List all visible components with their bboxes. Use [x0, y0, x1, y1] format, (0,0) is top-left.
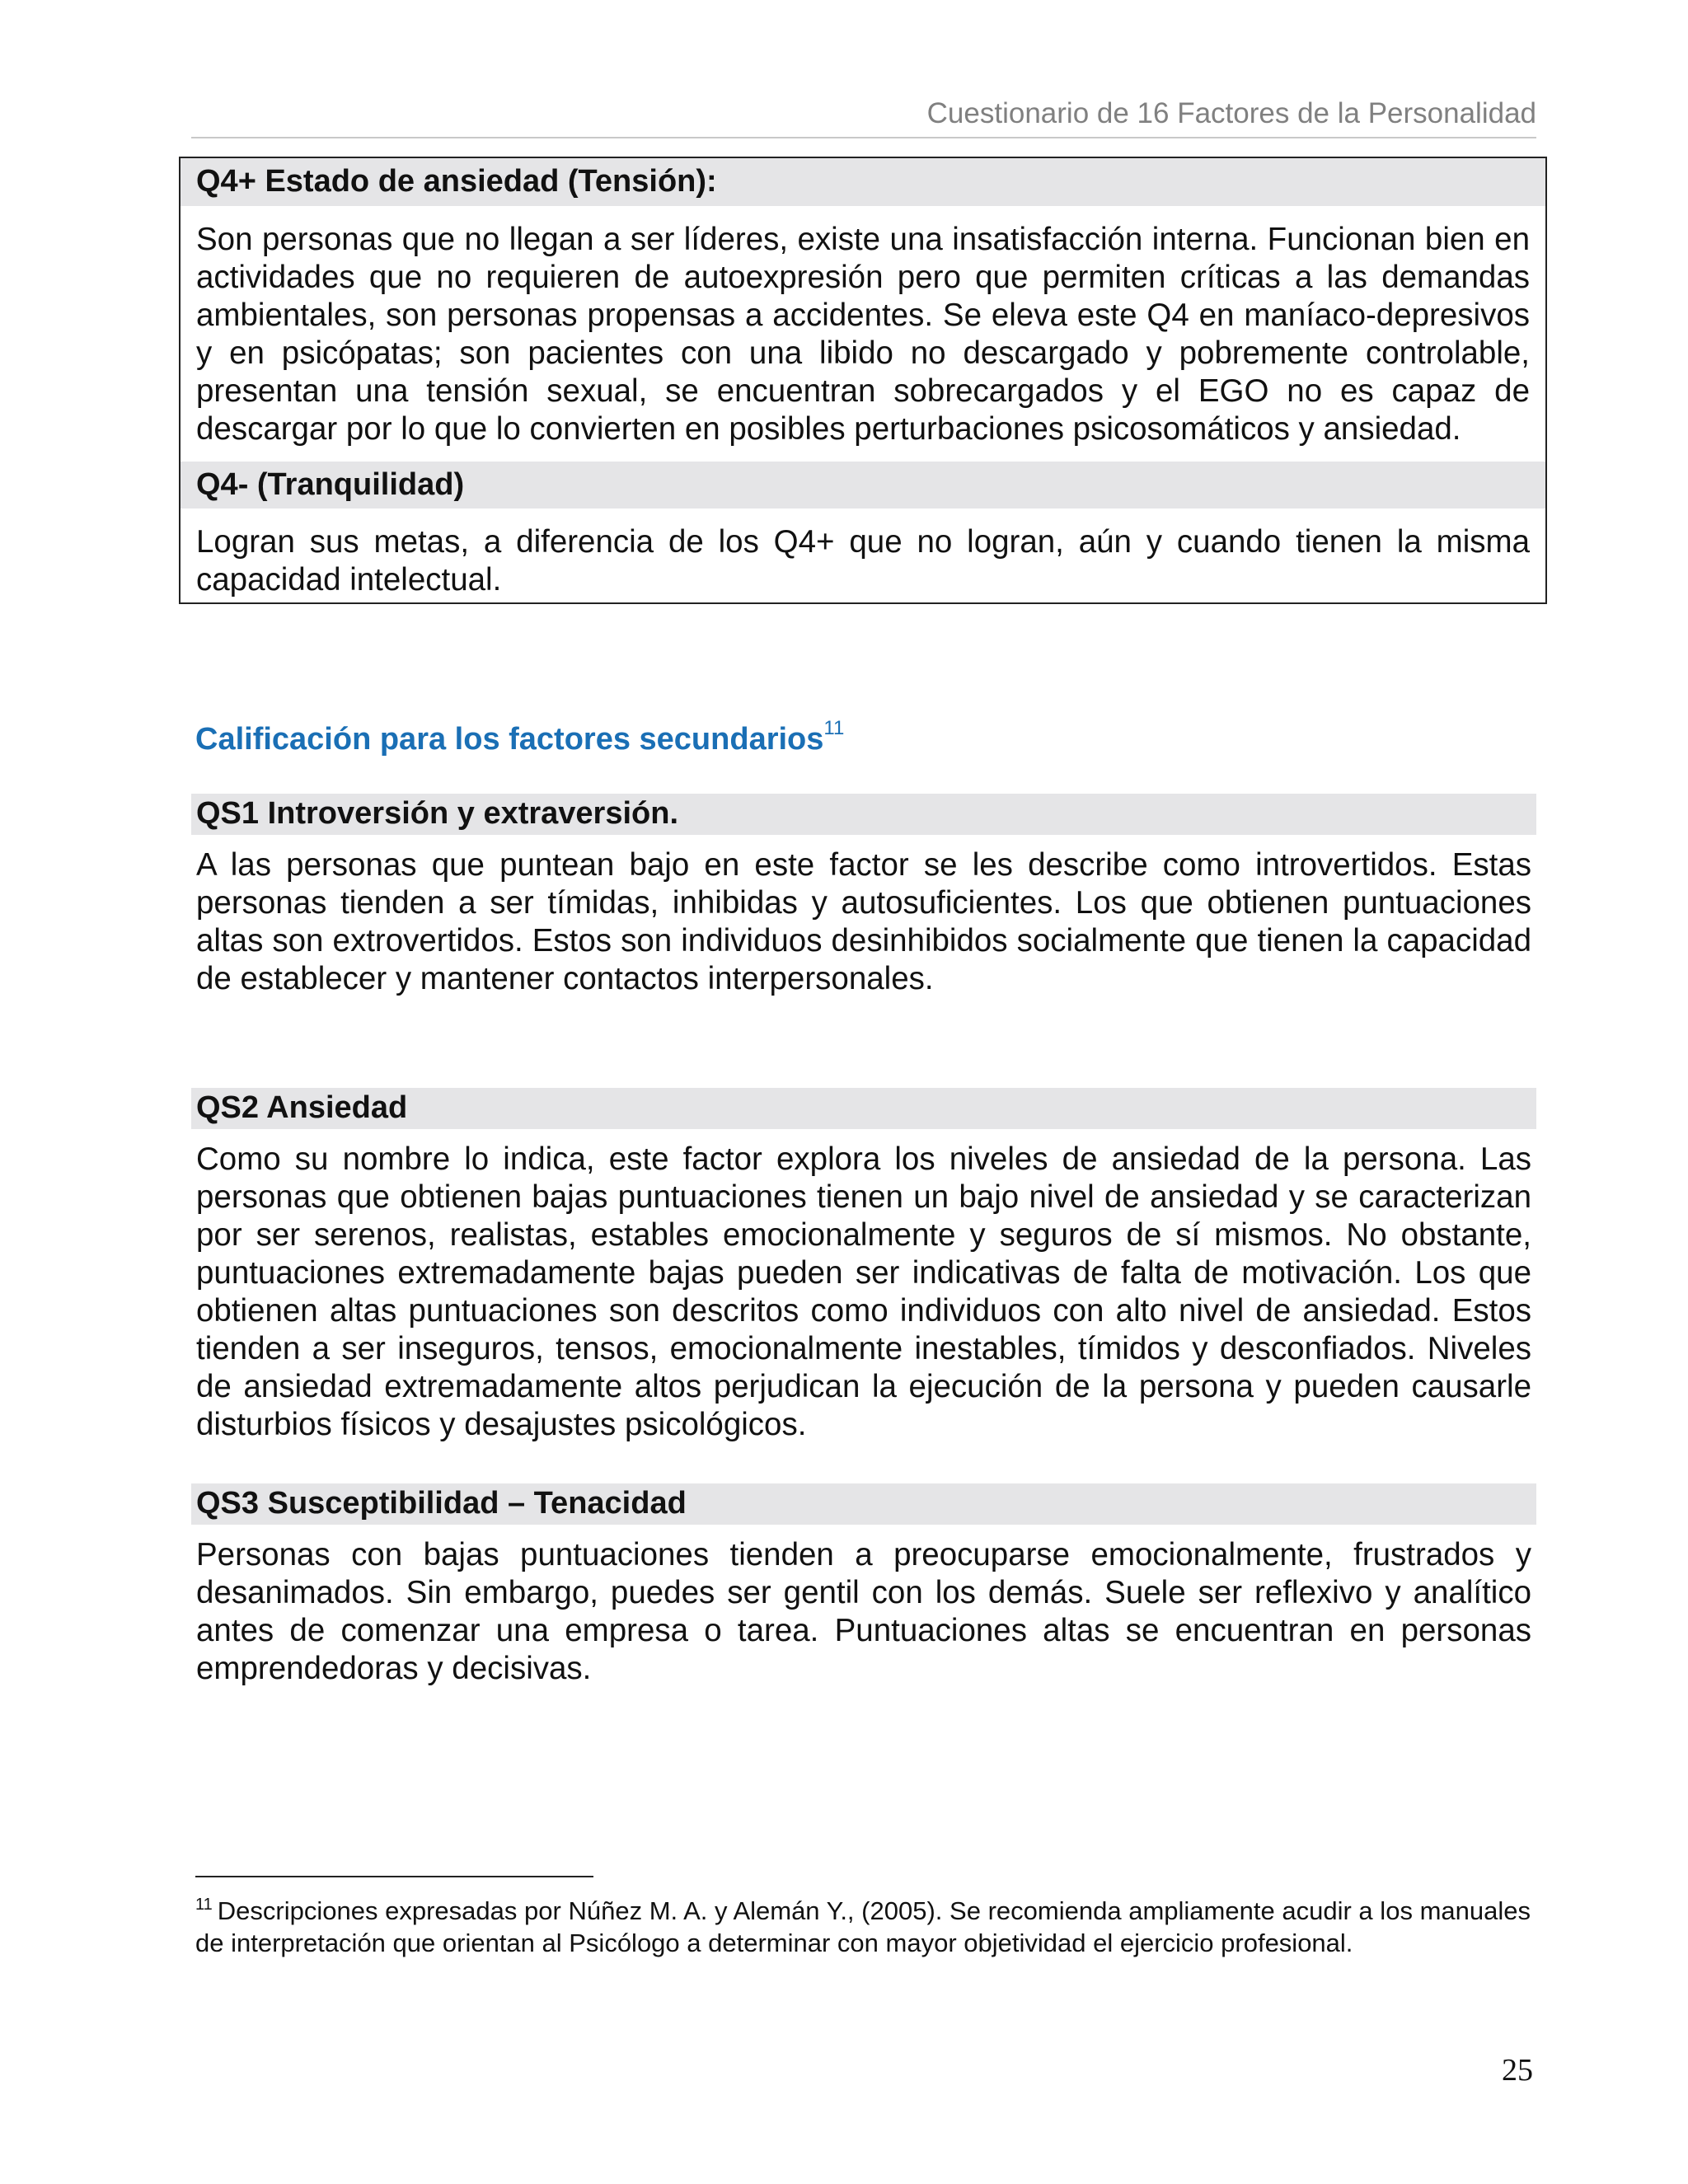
qs3-heading: QS3 Susceptibilidad – Tenacidad	[191, 1483, 1536, 1525]
footnote-separator	[195, 1876, 593, 1877]
qs3-description: Personas con bajas puntuaciones tienden a preocuparse emocionalmente, frustrados y desanimados. Sin embargo, puedes ser gentil con los demás. Suele ser reflexivo y analítico antes de comenzar una empresa o tarea. Puntuaciones altas se encuentran en personas emprendedoras y decisivas.	[196, 1536, 1531, 1686]
qs2-description: Como su nombre lo indica, este factor explora los niveles de ansiedad de la persona. Las personas que obtienen bajas puntuaciones tienen un bajo nivel de ansiedad y se caracterizan por ser serenos, realistas, estables emocionalmente y seguros de sí mismos. No obstante, puntuaciones extremadamente bajas pueden ser indicativas de falta de motivación. Los que obtienen altas puntuaciones son descritos como individuos con alto nivel de ansiedad. Estos tienden a ser inseguros, tensos, emocionalmente inestables, tímidos y desconfiados. Niveles de ansiedad extremadamente altos perjudican la ejecución de la persona y pueden causarle disturbios físicos y desajustes psicológicos.	[196, 1141, 1531, 1442]
page-number: 25	[1502, 2053, 1533, 2088]
footnote-reference[interactable]: 11	[823, 717, 845, 739]
footnote-text: Descripciones expresadas por Núñez M. A. y Alemán Y., (2005). Se recomienda ampliamente acudir a los manuales de interpretación que orientan al Psicólogo a determinar con mayor objetividad el ejercicio profesional.	[195, 1896, 1531, 1957]
q4-factor-box	[179, 157, 1547, 604]
section-title	[195, 717, 844, 757]
section-title-text: Calificación para los factores secundarios	[195, 722, 824, 757]
qs1-heading: QS1 Introversión y extraversión.	[191, 794, 1536, 835]
q4minus-description: Logran sus metas, a diferencia de los Q4+ que no logran, aún y cuando tienen la misma capacidad intelectual.	[196, 524, 1530, 598]
q4plus-heading: Q4+ Estado de ansiedad (Tensión):	[181, 158, 1545, 206]
qs1-description: A las personas que puntean bajo en este factor se les describe como introvertidos. Estas personas tienden a ser tímidas, inhibidas y autosuficientes. Los que obtienen puntuaciones altas son extrovertidos. Estos son individuos desinhibidos socialmente que tienen la capacidad de establecer y mantener contactos interpersonales.	[196, 846, 1531, 996]
qs2-section	[191, 1088, 1536, 1444]
q4plus-description: Son personas que no llegan a ser líderes, existe una insatisfacción interna. Funcionan bien en actividades que no requieren de autoexpresión pero que permiten críticas a las demandas ambientales, son personas propensas a accidentes. Se eleva este Q4 en maníaco-depresivos y en psicópatas; son pacientes con una libido no descargado y pobremente controlable, presentan una tensión sexual, se encuentran sobrecargados y el EGO no es capaz de descargar por lo que lo convierten en posibles perturbaciones psicosomáticos y ansiedad.	[196, 221, 1530, 447]
qs3-section	[191, 1483, 1536, 1688]
footnote-number: 11	[195, 1896, 213, 1914]
qs1-section	[191, 794, 1536, 998]
qs2-heading: QS2 Ansiedad	[191, 1088, 1536, 1129]
running-header: Cuestionario de 16 Factores de la Personalidad	[191, 97, 1536, 138]
footnote	[195, 1889, 1531, 1959]
q4minus-heading: Q4- (Tranquilidad)	[181, 462, 1545, 509]
